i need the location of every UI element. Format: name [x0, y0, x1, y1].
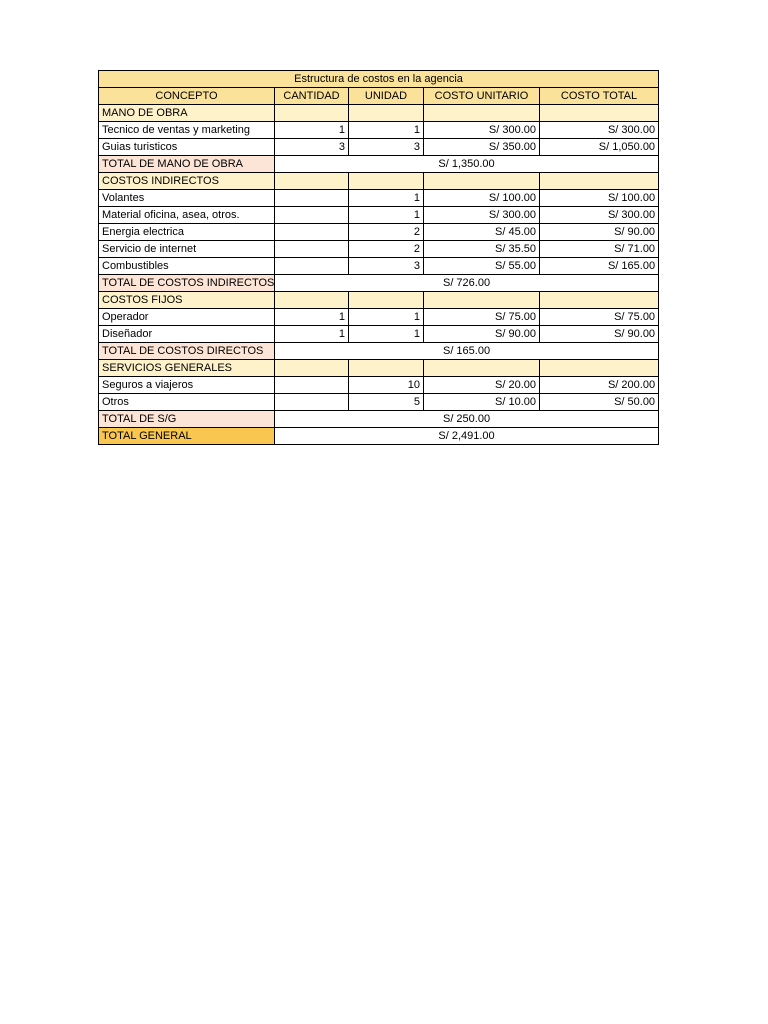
cell-costo-unitario: S/ 35.50	[424, 241, 540, 258]
cell-cantidad	[275, 224, 349, 241]
cell-costo-total: S/ 200.00	[540, 377, 659, 394]
cell-costo-unitario: S/ 55.00	[424, 258, 540, 275]
section-blank-cell	[275, 292, 349, 309]
section-blank-cell	[540, 292, 659, 309]
cell-costo-unitario: S/ 300.00	[424, 122, 540, 139]
cell-concepto: Operador	[99, 309, 275, 326]
cell-unidad: 1	[349, 207, 424, 224]
cell-concepto: Otros	[99, 394, 275, 411]
table-row	[99, 258, 659, 275]
table-title: Estructura de costos en la agencia	[99, 71, 659, 88]
cell-concepto: Material oficina, asea, otros.	[99, 207, 275, 224]
cell-unidad: 5	[349, 394, 424, 411]
cell-costo-total: S/ 1,050.00	[540, 139, 659, 156]
section-row	[99, 360, 659, 377]
cell-cantidad: 1	[275, 122, 349, 139]
cell-concepto: Servicio de internet	[99, 241, 275, 258]
cell-concepto: Seguros a viajeros	[99, 377, 275, 394]
table-row	[99, 241, 659, 258]
cell-unidad: 1	[349, 122, 424, 139]
cell-concepto: Volantes	[99, 190, 275, 207]
table-row	[99, 122, 659, 139]
table-row	[99, 394, 659, 411]
cell-cantidad	[275, 377, 349, 394]
header-unidad: UNIDAD	[349, 88, 424, 105]
section-blank-cell	[275, 360, 349, 377]
cell-costo-total: S/ 50.00	[540, 394, 659, 411]
cell-costo-unitario: S/ 100.00	[424, 190, 540, 207]
subtotal-row	[99, 156, 659, 173]
subtotal-value: S/ 250.00	[275, 411, 659, 428]
section-blank-cell	[349, 360, 424, 377]
header-cantidad: CANTIDAD	[275, 88, 349, 105]
section-blank-cell	[349, 292, 424, 309]
section-blank-cell	[540, 105, 659, 122]
section-blank-cell	[424, 105, 540, 122]
section-label: SERVICIOS GENERALES	[99, 360, 275, 377]
cell-costo-unitario: S/ 350.00	[424, 139, 540, 156]
section-blank-cell	[349, 105, 424, 122]
section-blank-cell	[275, 173, 349, 190]
section-label: COSTOS INDIRECTOS	[99, 173, 275, 190]
cell-concepto: Energia electrica	[99, 224, 275, 241]
spreadsheet-viewport	[98, 70, 656, 462]
section-row	[99, 292, 659, 309]
table-row	[99, 309, 659, 326]
cell-costo-unitario: S/ 10.00	[424, 394, 540, 411]
header-costo-unitario: COSTO UNITARIO	[424, 88, 540, 105]
cell-unidad: 3	[349, 258, 424, 275]
cell-costo-total: S/ 165.00	[540, 258, 659, 275]
cell-cantidad: 1	[275, 309, 349, 326]
cell-unidad: 1	[349, 190, 424, 207]
subtotal-label: TOTAL DE COSTOS DIRECTOS	[99, 343, 275, 360]
cell-costo-total: S/ 300.00	[540, 122, 659, 139]
subtotal-value: S/ 726.00	[275, 275, 659, 292]
cell-unidad: 2	[349, 224, 424, 241]
section-blank-cell	[540, 173, 659, 190]
grand-total-row	[99, 428, 659, 445]
section-blank-cell	[275, 105, 349, 122]
table-row	[99, 377, 659, 394]
cell-unidad: 1	[349, 326, 424, 343]
table-row	[99, 224, 659, 241]
cell-costo-total: S/ 90.00	[540, 326, 659, 343]
cell-costo-total: S/ 71.00	[540, 241, 659, 258]
cell-concepto: Diseñador	[99, 326, 275, 343]
grand-total-label: TOTAL GENERAL	[99, 428, 275, 445]
cell-costo-total: S/ 90.00	[540, 224, 659, 241]
header-concepto: CONCEPTO	[99, 88, 275, 105]
table-title-row	[99, 71, 659, 88]
section-blank-cell	[349, 173, 424, 190]
cell-unidad: 3	[349, 139, 424, 156]
table-row	[99, 207, 659, 224]
cell-unidad: 10	[349, 377, 424, 394]
cell-unidad: 2	[349, 241, 424, 258]
cell-unidad: 1	[349, 309, 424, 326]
cell-cantidad	[275, 394, 349, 411]
cell-costo-total: S/ 300.00	[540, 207, 659, 224]
cell-costo-unitario: S/ 300.00	[424, 207, 540, 224]
cell-costo-unitario: S/ 75.00	[424, 309, 540, 326]
section-label: MANO DE OBRA	[99, 105, 275, 122]
subtotal-label: TOTAL DE S/G	[99, 411, 275, 428]
cell-concepto: Guias turisticos	[99, 139, 275, 156]
header-costo-total: COSTO TOTAL	[540, 88, 659, 105]
grand-total-value: S/ 2,491.00	[275, 428, 659, 445]
cell-cantidad	[275, 258, 349, 275]
subtotal-label: TOTAL DE MANO DE OBRA	[99, 156, 275, 173]
cell-cantidad	[275, 241, 349, 258]
subtotal-value: S/ 165.00	[275, 343, 659, 360]
subtotal-row	[99, 411, 659, 428]
cell-costo-unitario: S/ 90.00	[424, 326, 540, 343]
cell-costo-unitario: S/ 45.00	[424, 224, 540, 241]
section-row	[99, 173, 659, 190]
cell-costo-unitario: S/ 20.00	[424, 377, 540, 394]
section-blank-cell	[424, 292, 540, 309]
section-blank-cell	[424, 173, 540, 190]
section-label: COSTOS FIJOS	[99, 292, 275, 309]
cell-costo-total: S/ 75.00	[540, 309, 659, 326]
subtotal-row	[99, 343, 659, 360]
cell-cantidad: 3	[275, 139, 349, 156]
table-row	[99, 139, 659, 156]
table-row	[99, 326, 659, 343]
cell-cantidad: 1	[275, 326, 349, 343]
section-row	[99, 105, 659, 122]
cell-costo-total: S/ 100.00	[540, 190, 659, 207]
cell-concepto: Combustibles	[99, 258, 275, 275]
subtotal-row	[99, 275, 659, 292]
cell-cantidad	[275, 207, 349, 224]
table-row	[99, 190, 659, 207]
column-header-row	[99, 88, 659, 105]
cost-structure-table	[98, 70, 659, 445]
cell-cantidad	[275, 190, 349, 207]
cell-concepto: Tecnico de ventas y marketing	[99, 122, 275, 139]
subtotal-label: TOTAL DE COSTOS INDIRECTOS	[99, 275, 275, 292]
subtotal-value: S/ 1,350.00	[275, 156, 659, 173]
section-blank-cell	[424, 360, 540, 377]
section-blank-cell	[540, 360, 659, 377]
